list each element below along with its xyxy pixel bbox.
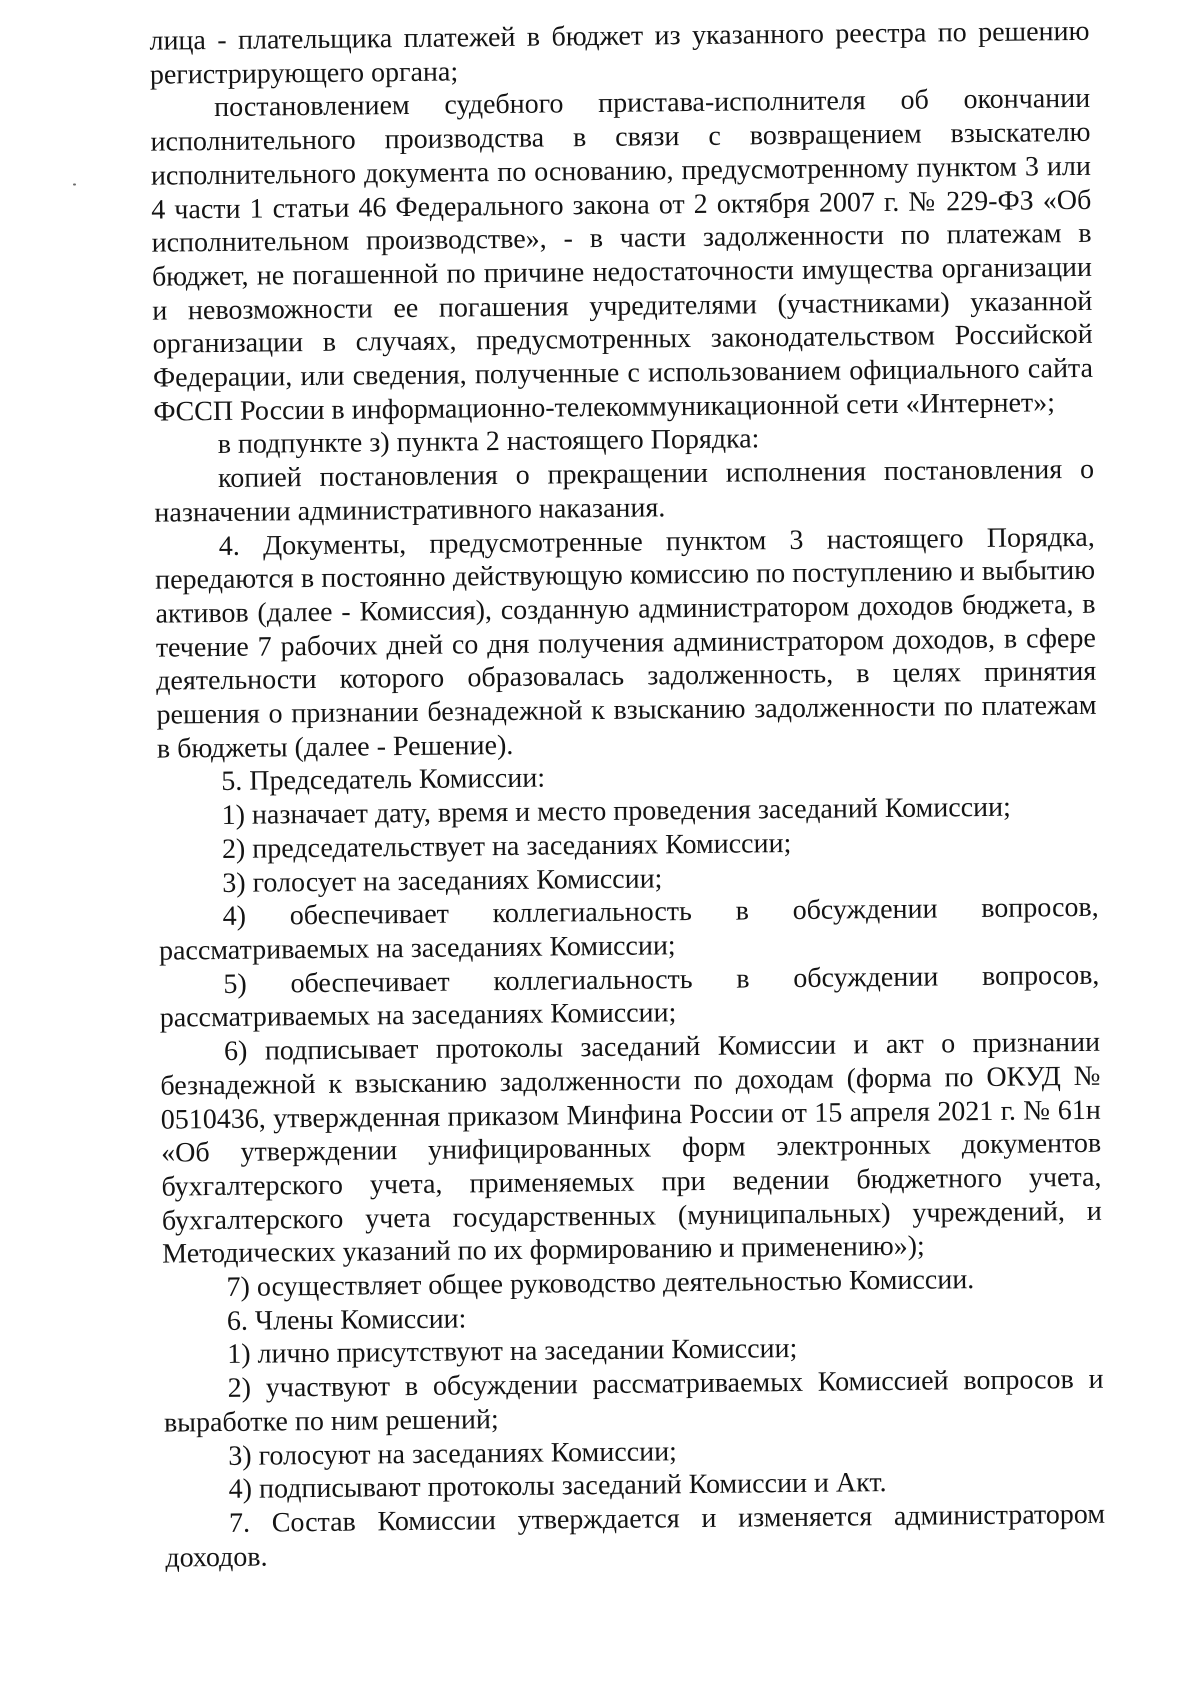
paragraph-bailiff-resolution: постановлением судебного пристава-исполнителя об окончании исполнительного производства в связи с возвращением взыскателю исполнительного документа по основанию, предусмотренному пунктом 3 или 4 части 1 статьи 46 Федерального закона от 2 октября 2007 г. № 229-ФЗ «Об исполнительном производстве», - в части задолженности по платежам в бюджет, не погашенной по причине недостаточности имущества организации и невозможности ее погашения учредителями (участниками) указанной организации в случаях, предусмотренных законодательством Российской Федерации, или сведения, полученные с использованием официального сайта ФССП России в информационно-телекоммуникационной сети «Интернет»; <box>150 83 1094 428</box>
document-body <box>149 15 1105 1575</box>
paragraph-item-5-5: 5) обеспечивает коллегиальность в обсуждении вопросов, рассматриваемых на заседаниях Комиссии; <box>159 959 1100 1035</box>
scan-speck <box>73 183 76 185</box>
paragraph-item-5-heading: 5. Председатель Комиссии: <box>221 763 546 798</box>
paragraph-item-4: 4. Документы, предусмотренные пунктом 3 настоящего Порядка, передаются в постоянно действующую комиссию по поступлению и выбытию активов (далее - Комиссия), созданную администратором доходов бюджета, в течение 7 рабочих дней со дня получения администратором доходов, в сфере деятельности которого образовалась задолженность, в целях принятия решения о признании безнадежной к взысканию задолженности по платежам в бюджеты (далее - Решение). <box>154 521 1097 765</box>
paragraph-item-6-4: 4) подписывают протоколы заседаний Комиссии и Акт. <box>228 1467 887 1506</box>
paragraph-subpoint-z: в подпункте з) пункта 2 настоящего Порядка: <box>217 423 760 461</box>
paragraph-item-5-7: 7) осуществляет общее руководство деятельностью Комиссии. <box>226 1264 975 1303</box>
paragraph-item-6-1: 1) лично присутствуют на заседании Комиссии; <box>227 1333 798 1371</box>
paragraph-item-5-1: 1) назначает дату, время и место проведения заседаний Комиссии; <box>221 791 1012 832</box>
paragraph-item-6-heading: 6. Члены Комиссии: <box>226 1303 467 1337</box>
paragraph-item-5-6: 6) подписывает протоколы заседаний Комиссии и акт о признании безнадежной к взысканию задолженности по доходам (форма по ОКУД № 0510436, утвержденная приказом Минфина России от 15 апреля 2021 г. № 61н «Об утверждении унифицированных форм электронных документов бухгалтерского учета, применяемых при ведении бюджетного учета, бухгалтерского учета государственных (муниципальных) учреждений, и Методических указаний по их формированию и применению»); <box>160 1026 1102 1270</box>
paragraph-item-5-4: 4) обеспечивает коллегиальность в обсуждении вопросов, рассматриваемых на заседаниях Комиссии; <box>158 892 1099 967</box>
paragraph-item-7: 7. Состав Комиссии утверждается и изменяется администратором доходов. <box>165 1498 1106 1574</box>
paragraph-item-5-3: 3) голосует на заседаниях Комиссии; <box>222 862 663 899</box>
paragraph-item-5-2: 2) председательствует на заседаниях Комиссии; <box>221 827 792 865</box>
paragraph-item-6-3: 3) голосуют на заседаниях Комиссии; <box>228 1435 678 1472</box>
paragraph-item-6-2: 2) участвуют в обсуждении рассматриваемых Комиссией вопросов и выработке по ним решений; <box>163 1363 1104 1439</box>
paragraph-continuation: лица - плательщика платежей в бюджет из указанного реестра по решению регистрирующего органа; <box>149 15 1090 91</box>
paragraph-copy-of-resolution: копией постановления о прекращении исполнения постановления о назначении административного наказания. <box>154 453 1095 529</box>
